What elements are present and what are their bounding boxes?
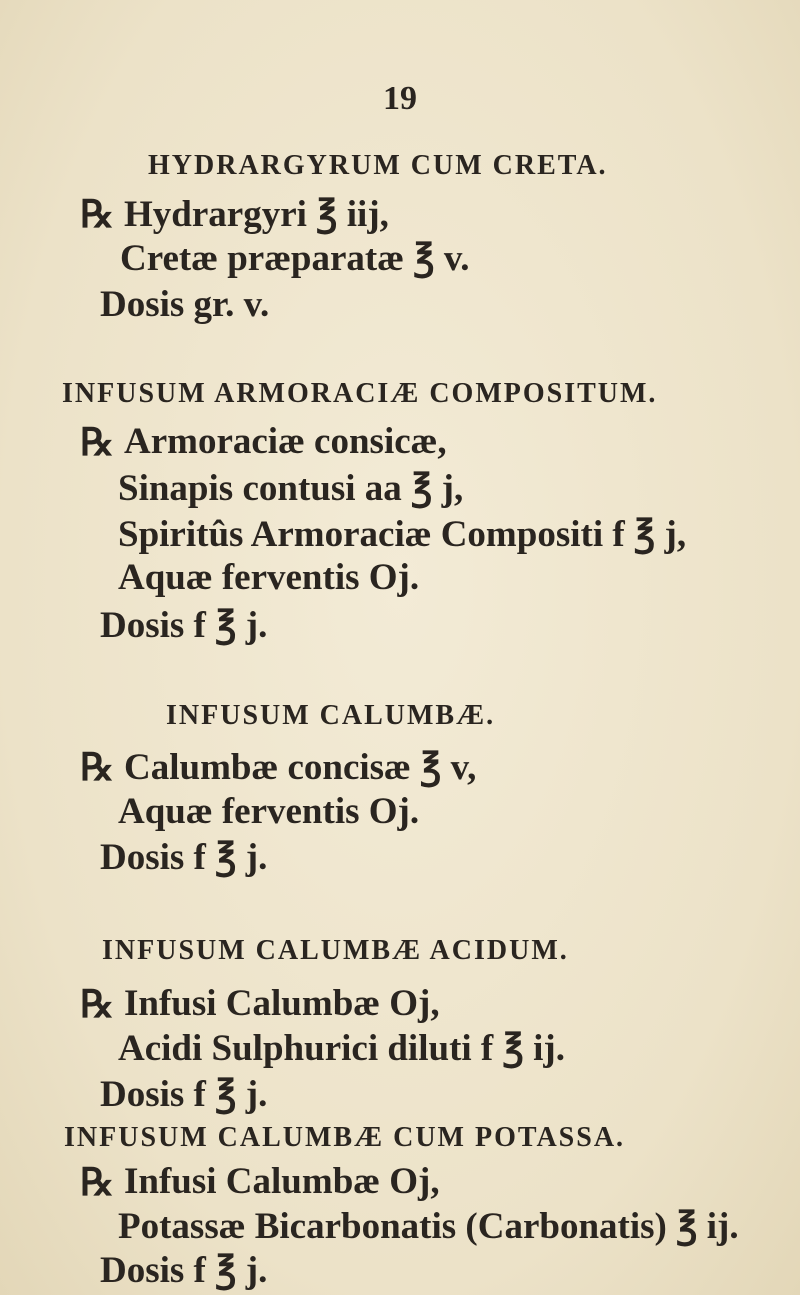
ingredient-line: Sinapis contusi aa ℥ j, (118, 468, 464, 509)
rx-symbol: ℞ (80, 984, 115, 1026)
section-title: INFUSUM ARMORACIÆ COMPOSITUM. (62, 378, 658, 409)
ingredient-line: Infusi Calumbæ Oj, (124, 1161, 440, 1202)
dosis-line: Dosis f ℥ j. (100, 1250, 268, 1291)
rx-symbol: ℞ (80, 747, 115, 789)
ingredient-line: Hydrargyri ℥ iij, (124, 194, 389, 235)
section-title: HYDRARGYRUM CUM CRETA. (148, 150, 608, 181)
ingredient-line: Calumbæ concisæ ℥ v, (124, 747, 477, 788)
ingredient-line: Aquæ ferventis Oj. (118, 791, 420, 832)
ingredient-line: Aquæ ferventis Oj. (118, 557, 420, 598)
dosis-line: Dosis f ℥ j. (100, 1074, 268, 1115)
dosis-line: Dosis gr. v. (100, 284, 270, 325)
ingredient-line: Infusi Calumbæ Oj, (124, 983, 440, 1024)
rx-symbol: ℞ (80, 1162, 115, 1204)
ingredient-line: Spiritûs Armoraciæ Compositi f ℥ j, (118, 514, 687, 555)
ingredient-line: Armoraciæ consicæ, (124, 421, 447, 462)
dosis-line: Dosis f ℥ j. (100, 837, 268, 878)
section-title: INFUSUM CALUMBÆ ACIDUM. (102, 935, 569, 966)
ingredient-line: Acidi Sulphurici diluti f ℥ ij. (118, 1028, 565, 1069)
ingredient-line: Cretæ præparatæ ℥ v. (120, 238, 470, 279)
rx-symbol: ℞ (80, 422, 115, 464)
rx-symbol: ℞ (80, 194, 115, 236)
ingredient-line: Potassæ Bicarbonatis (Carbonatis) ℥ ij. (118, 1206, 739, 1247)
section-title: INFUSUM CALUMBÆ CUM POTASSA. (64, 1122, 626, 1153)
section-title: INFUSUM CALUMBÆ. (166, 700, 496, 731)
page-number: 19 (383, 80, 417, 117)
dosis-line: Dosis f ℥ j. (100, 605, 268, 646)
